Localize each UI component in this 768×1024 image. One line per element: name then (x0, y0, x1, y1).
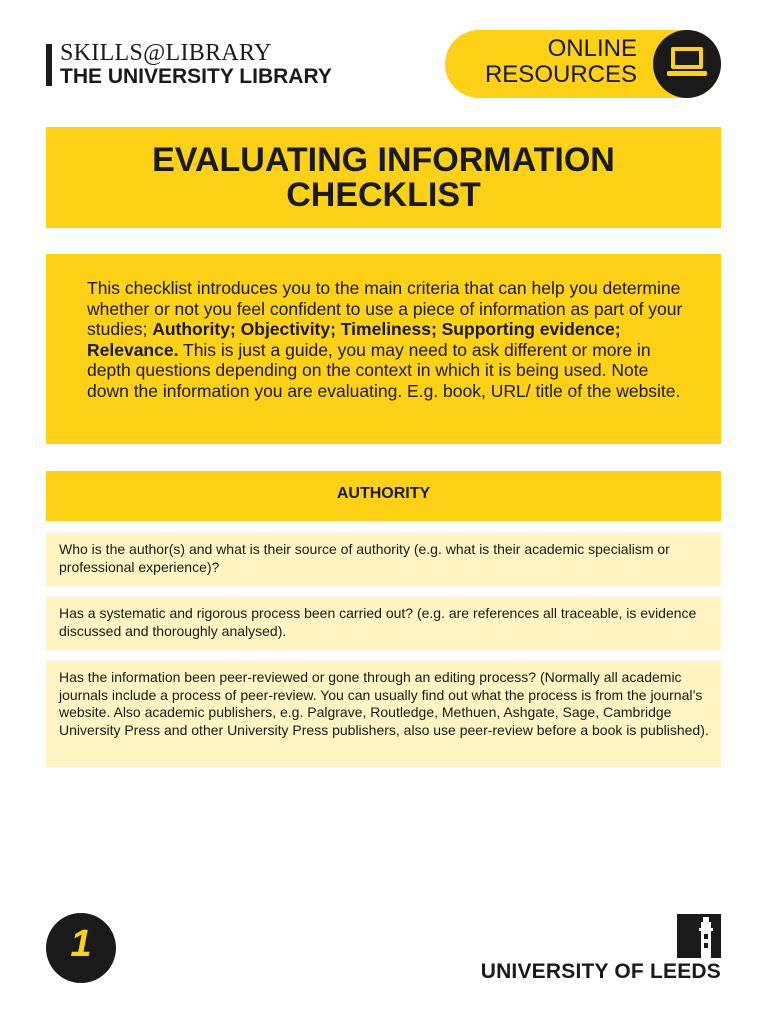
question-text: Who is the author(s) and what is their source of authority (e.g. what is their academic specialism or professional experience)? (59, 541, 670, 575)
intro-text-part2: This is just a guide, you may need to ask different or more in depth questions depending on the context in which it is being used. Note down the information you are evaluating. E.g. book, URL/ title of the website. (87, 339, 681, 401)
brand-bar (46, 44, 52, 86)
page-number: 1 (70, 923, 92, 965)
university-name: UNIVERSITY OF LEEDS (480, 960, 721, 983)
brand-block (46, 42, 332, 86)
online-resources-label (485, 36, 637, 88)
question-row (46, 661, 721, 767)
laptop-icon-circle (653, 30, 721, 98)
intro-panel (46, 254, 721, 444)
question-text: Has the information been peer-reviewed or gone through an editing process? (Normally all academic journals include a process of peer-review. You can usually find out what the process is from the journal’s website. Also academic publishers, e.g. Palgrave, Routledge, Methuen, Ashgate, Sage, Cambridge University Press and other University Press publishers, also use peer-review before a book is published). (59, 669, 709, 738)
section-heading-authority (46, 471, 721, 521)
online-resources-badge (445, 30, 721, 98)
intro-text-part1: This checklist introduces you to the main criteria that can help you determine whether or not you feel confident to use a piece of information as part of your studies; (87, 278, 683, 339)
title-line-1: EVALUATING INFORMATION (152, 141, 615, 179)
badge-line-1: ONLINE (547, 35, 637, 62)
title-banner (46, 127, 721, 228)
badge-line-2: RESOURCES (484, 61, 637, 88)
laptop-icon (667, 45, 707, 79)
brand-skills-library: SKILLS@LIBRARY (60, 40, 272, 66)
intro-criteria: Authority; Objectivity; Timeliness; Supporting evidence; Relevance. (87, 319, 621, 360)
question-row (46, 597, 721, 650)
title-line-2: CHECKLIST (286, 176, 481, 214)
page-number-badge (46, 913, 116, 983)
question-text: Has a systematic and rigorous process been carried out? (e.g. are references all traceable, is evidence discussed and thoroughly analysed). (59, 605, 697, 639)
section-heading-label: AUTHORITY (336, 485, 431, 502)
intro-paragraph (87, 278, 687, 401)
question-row (46, 533, 721, 586)
university-crest-logo (677, 914, 721, 958)
page-title (46, 143, 721, 213)
brand-university-library: THE UNIVERSITY LIBRARY (60, 65, 332, 88)
clock-tower-icon (677, 914, 721, 958)
